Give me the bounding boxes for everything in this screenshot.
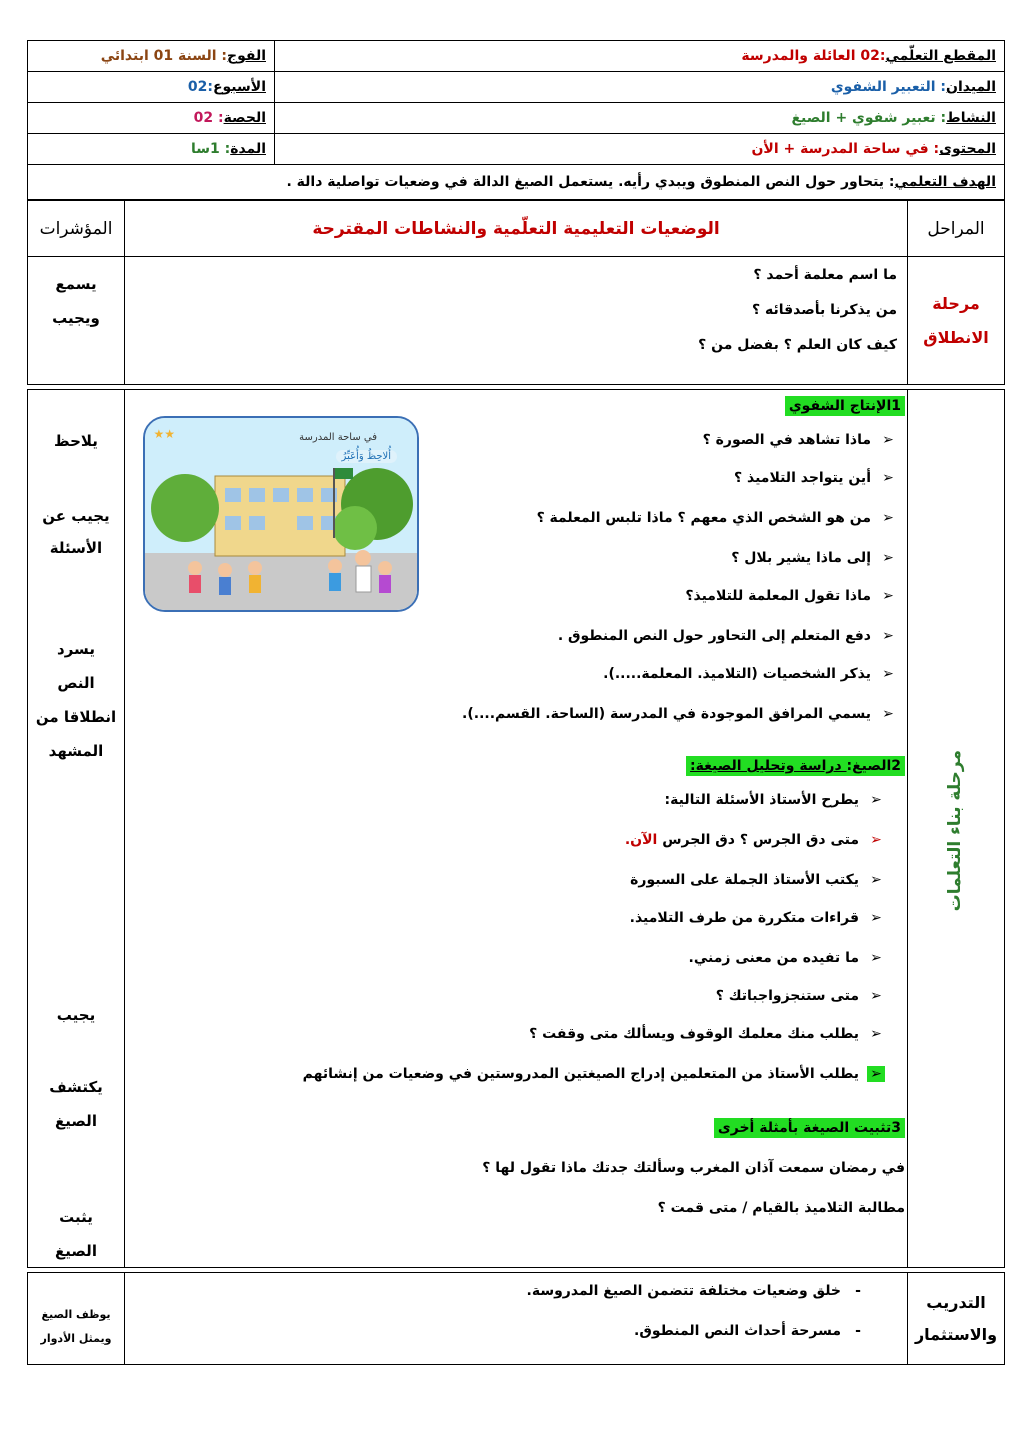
section2-title: 2الصيغ: دراسة وتحليل الصيغة: xyxy=(686,756,905,776)
section3-title: 3تثبيت الصيغة بأمثلة أخرى xyxy=(714,1118,905,1138)
checkmark-icon: ➢ xyxy=(870,872,882,888)
checkmark-icon: ➢ xyxy=(882,666,894,682)
checkmark-icon: ➢ xyxy=(870,832,882,848)
checkmark-icon: ➢ xyxy=(867,1066,885,1082)
svg-text:★★: ★★ xyxy=(153,427,175,441)
s1-item: ➢دفع المتعلم إلى التحاور حول النص المنطوق . xyxy=(558,628,897,644)
header-table xyxy=(27,40,1005,200)
dash-icon: - xyxy=(855,1323,861,1339)
build-stage-label: مرحلة بناء التعلمات xyxy=(945,750,965,912)
section1-title: 1الإنتاج الشفوي xyxy=(785,396,905,416)
launch-stage: مرحلة الانطلاق xyxy=(908,257,1005,385)
checkmark-icon: ➢ xyxy=(882,550,894,566)
objective-cell: الهدف التعلمي: يتحاور حول النص المنطوق ويبدي رأيه. يستعمل الصيغ الدالة في وضعيات تواصلية دالة . xyxy=(28,165,1005,200)
s2-item: ➢يطلب منك معلمك الوقوف ويسألك متى وقفت ؟ xyxy=(529,1026,885,1042)
checkmark-icon: ➢ xyxy=(870,950,882,966)
week-cell: الأسبوع:02 xyxy=(28,72,275,103)
checkmark-icon: ➢ xyxy=(870,792,882,808)
practice-activities xyxy=(125,1273,908,1365)
s2-item: ➢متى دق الجرس ؟ دق الجرس الآن. xyxy=(625,832,885,848)
image-subtitle: أُلاحِظُ وَأُعَبِّرُ xyxy=(336,450,397,463)
practice-line: -مسرحة أحداث النص المنطوق. xyxy=(634,1323,867,1339)
checkmark-icon: ➢ xyxy=(882,706,894,722)
dash-icon: - xyxy=(855,1283,861,1299)
practice-indicators: يوظف الصيغ ويمثل الأدوار xyxy=(28,1273,125,1365)
s1-item: ➢يسمي المرافق الموجودة في المدرسة (الساحة. القسم....). xyxy=(462,706,897,722)
checkmark-icon: ➢ xyxy=(882,432,894,448)
s2-item: ➢متى ستنجزواجباتك ؟ xyxy=(716,988,885,1004)
s1-item: ➢من هو الشخص الذي معهم ؟ ماذا تلبس المعلمة ؟ xyxy=(537,510,897,526)
s1-item: ➢يذكر الشخصيات (التلاميذ. المعلمة.....). xyxy=(603,666,897,682)
segment-cell: المقطع التعلّمي:02 العائلة والمدرسة xyxy=(275,41,1005,72)
checkmark-icon: ➢ xyxy=(882,628,894,644)
s2-item: ➢ما تفيده من معنى زمني. xyxy=(689,950,885,966)
build-activities xyxy=(125,390,908,1268)
checkmark-icon: ➢ xyxy=(882,588,894,604)
duration-cell: المدة: 1سا xyxy=(28,134,275,165)
s2-item: ➢يطرح الأستاذ الأسئلة التالية: xyxy=(665,792,885,808)
practice-line: -خلق وضعيات مختلفة تتضمن الصيغ المدروسة. xyxy=(527,1283,867,1299)
practice-stage: التدريب والاستثمار xyxy=(908,1273,1005,1365)
lesson-sheet xyxy=(27,40,1004,1365)
s1-item: ➢أين يتواجد التلاميذ ؟ xyxy=(734,470,897,486)
session-cell: الحصة: 02 xyxy=(28,103,275,134)
s3-line: مطالبة التلاميذ بالقيام / متى قمت ؟ xyxy=(657,1200,905,1216)
launch-activities xyxy=(125,257,908,385)
activities-header: الوضعيات التعليمية التعلّمية والنشاطات المقترحة xyxy=(125,201,908,257)
content-cell: المحتوى: في ساحة المدرسة + الأن xyxy=(275,134,1005,165)
checkmark-icon: ➢ xyxy=(870,910,882,926)
indicators-header: المؤشرات xyxy=(28,201,125,257)
launch-line: من يذكرنا بأصدقائه ؟ xyxy=(751,302,897,318)
checkmark-icon: ➢ xyxy=(882,470,894,486)
checkmark-icon: ➢ xyxy=(882,510,894,526)
s2-item: ➢يكتب الأستاذ الجملة على السبورة xyxy=(630,872,885,888)
launch-indicators: يسمع ويجيب xyxy=(28,257,125,385)
build-stage xyxy=(908,390,1005,1268)
s1-item: ➢ماذا تقول المعلمة للتلاميذ؟ xyxy=(685,588,897,604)
school-yard-illustration xyxy=(145,418,417,610)
field-cell: الميدان: التعبير الشفوي xyxy=(275,72,1005,103)
activity-cell: النشاط: تعبير شفوي + الصيغ xyxy=(275,103,1005,134)
build-indicators: يلاحظ يجيب عن الأسئلة يسرد النص انطلاقا من المشهد يجيب يكتشف الصيغ يثبت الصيغ xyxy=(28,390,125,1268)
main-table xyxy=(27,200,1005,1365)
group-cell: الفوج: السنة 01 ابتدائي xyxy=(28,41,275,72)
s1-item: ➢إلى ماذا يشير بلال ؟ xyxy=(731,550,897,566)
s2-item: ➢قراءات متكررة من طرف التلاميذ. xyxy=(630,910,885,926)
scene-image xyxy=(143,416,419,612)
checkmark-icon: ➢ xyxy=(870,1026,882,1042)
launch-line: كيف كان العلم ؟ بفضل من ؟ xyxy=(698,337,897,353)
stages-header: المراحل xyxy=(908,201,1005,257)
s2-item: ➢يطلب الأستاذ من المتعلمين إدراج الصيغتين المدروستين في وضعيات من إنشائهم xyxy=(303,1066,885,1082)
image-title: في ساحة المدرسة xyxy=(299,432,377,443)
checkmark-icon: ➢ xyxy=(870,988,882,1004)
launch-line: ما اسم معلمة أحمد ؟ xyxy=(753,267,897,283)
s1-item: ➢ماذا تشاهد في الصورة ؟ xyxy=(703,432,897,448)
s3-line: في رمضان سمعت آذان المغرب وسألتك جدتك ماذا تقول لها ؟ xyxy=(482,1160,905,1176)
